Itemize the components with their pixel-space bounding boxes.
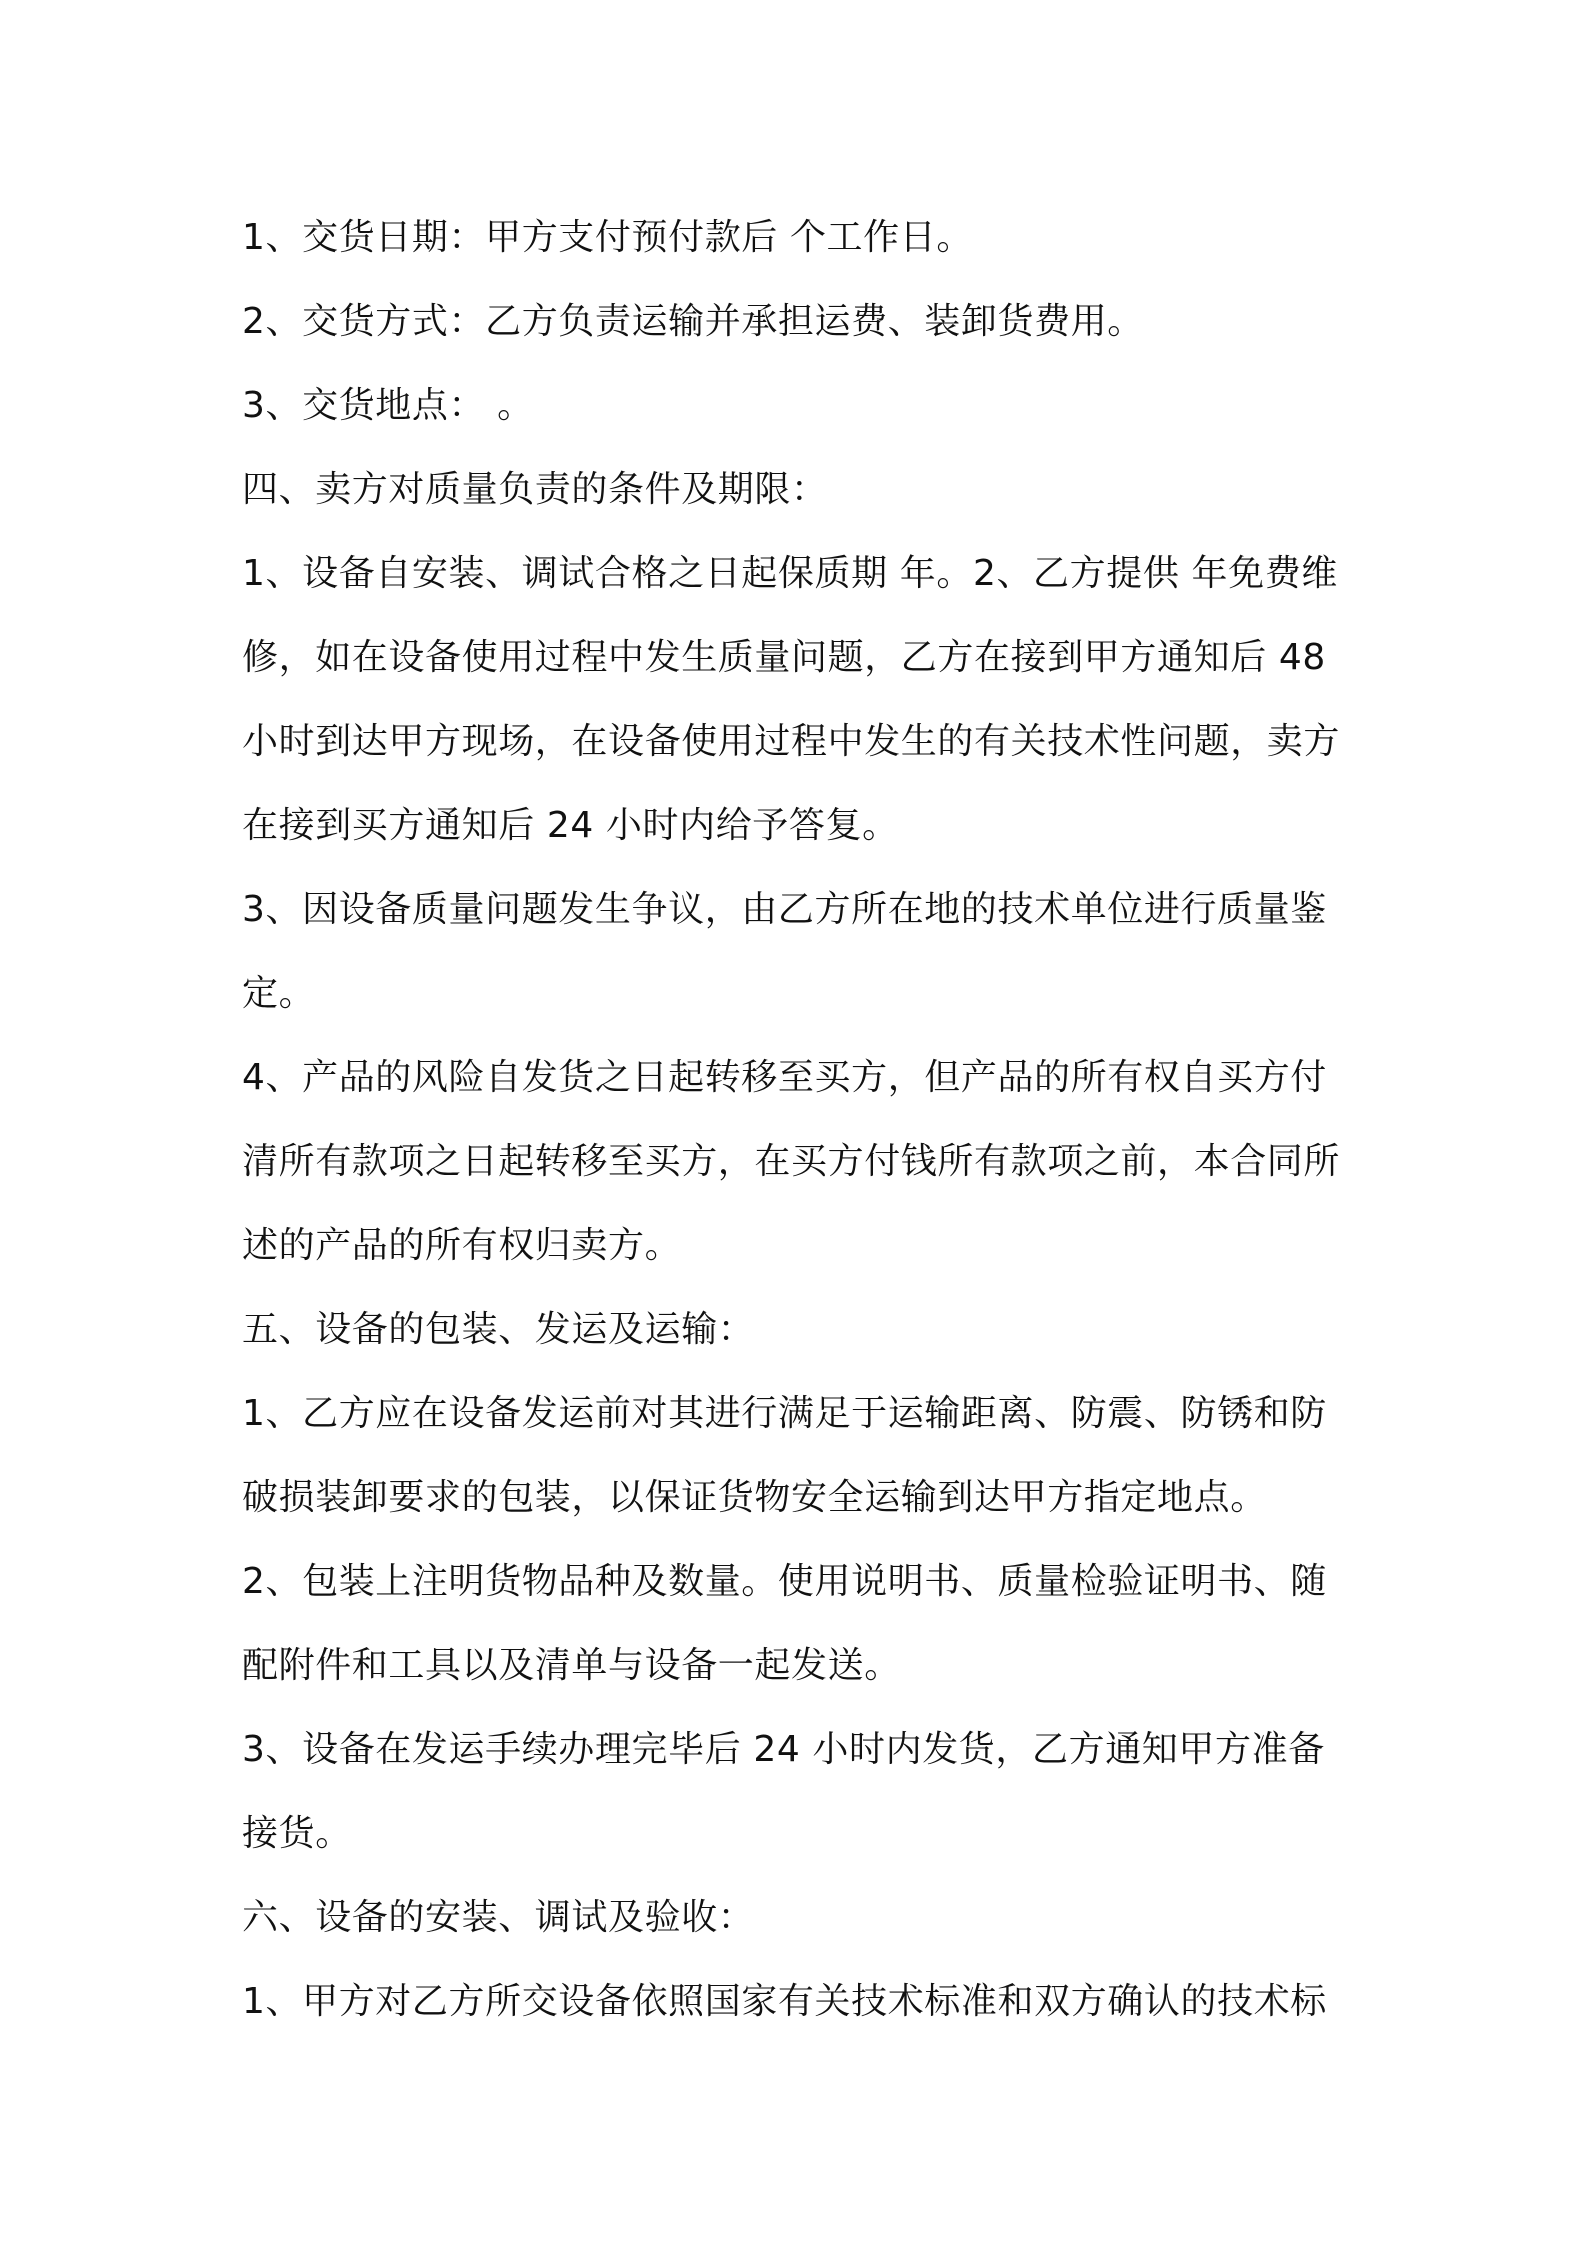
- delivery-location-clause: 3、交货地点： 。: [242, 385, 534, 426]
- warranty-clause-line-2: 修，如在设备使用过程中发生质量问题，乙方在接到甲方通知后 48: [242, 637, 1326, 678]
- labeling-clause-line-1: 2、包装上注明货物品种及数量。使用说明书、质量检验证明书、随: [242, 1561, 1327, 1602]
- risk-transfer-clause-line-3: 述的产品的所有权归卖方。: [242, 1225, 682, 1266]
- document-body: [242, 196, 1354, 2044]
- delivery-method-clause: 2、交货方式：乙方负责运输并承担运费、装卸货费用。: [242, 301, 1144, 342]
- shipping-clause-line-1: 3、设备在发运手续办理完毕后 24 小时内发货，乙方通知甲方准备: [242, 1729, 1325, 1770]
- packaging-clause-line-1: 1、乙方应在设备发运前对其进行满足于运输距离、防震、防锈和防: [242, 1393, 1327, 1434]
- warranty-clause-line-3: 小时到达甲方现场，在设备使用过程中发生的有关技术性问题，卖方: [242, 721, 1341, 762]
- shipping-clause-line-2: 接货。: [242, 1813, 352, 1854]
- warranty-clause-line-1: 1、设备自安装、调试合格之日起保质期 年。2、乙方提供 年免费维: [242, 553, 1338, 594]
- dispute-clause-line-1: 3、因设备质量问题发生争议，由乙方所在地的技术单位进行质量鉴: [242, 889, 1327, 930]
- risk-transfer-clause-line-2: 清所有款项之日起转移至买方，在买方付钱所有款项之前，本合同所: [242, 1141, 1341, 1182]
- acceptance-clause-line-1: 1、甲方对乙方所交设备依照国家有关技术标准和双方确认的技术标: [242, 1981, 1327, 2022]
- labeling-clause-line-2: 配附件和工具以及清单与设备一起发送。: [242, 1645, 901, 1686]
- section-heading-installation: 六、设备的安装、调试及验收：: [242, 1897, 755, 1938]
- section-heading-packaging: 五、设备的包装、发运及运输：: [242, 1309, 755, 1350]
- section-heading-quality: 四、卖方对质量负责的条件及期限：: [242, 469, 828, 510]
- risk-transfer-clause-line-1: 4、产品的风险自发货之日起转移至买方，但产品的所有权自买方付: [242, 1057, 1327, 1098]
- dispute-clause-line-2: 定。: [242, 973, 316, 1014]
- packaging-clause-line-2: 破损装卸要求的包装，以保证货物安全运输到达甲方指定地点。: [242, 1477, 1267, 1518]
- warranty-clause-line-4: 在接到买方通知后 24 小时内给予答复。: [242, 805, 899, 846]
- delivery-date-clause: 1、交货日期：甲方支付预付款后 个工作日。: [242, 217, 973, 258]
